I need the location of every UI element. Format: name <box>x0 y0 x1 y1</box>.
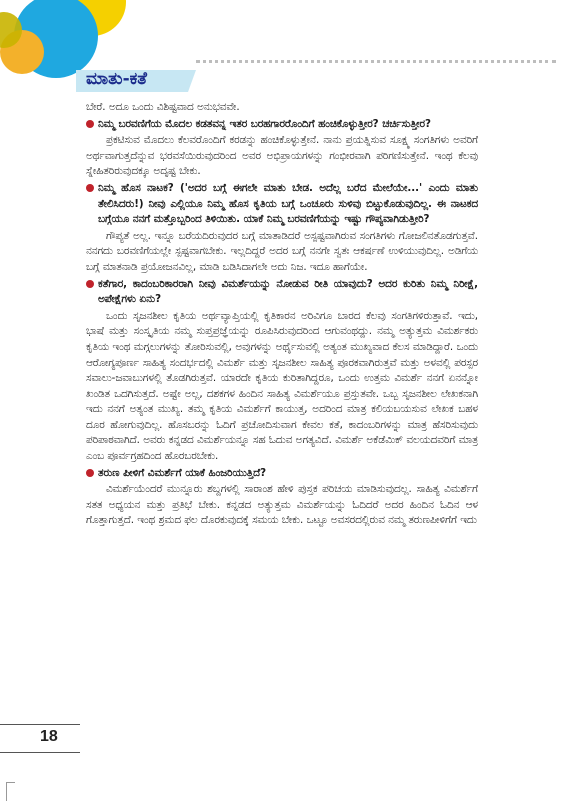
answer-paragraph: ಗೌಪ್ಯತೆ ಅಲ್ಲ. ಇನ್ನೂ ಬರೆಯದಿರುವುದರ ಬಗ್ಗೆ ಮಾತಾಡಿದರೆ ಅಸ್ಪಷ್ಟವಾಗಿರುವ ಸಂಗತಿಗಳು ಗೋಜಲಿನತೊಡಗುತ್ತವೆ. ನನಗದು ಬರವಣಿಗೆಯಲ್ಲೇ ಸ್ಪಷ್ಟವಾಗಬೇಕು. ಇಲ್ಲದಿದ್ದರೆ ಅದರ ಬಗ್ಗೆ ನನಗೇ ಸ್ವತಃ ಆಕರ್ಷಣೆ ಉಳಿಯುವುದಿಲ್ಲ. ಅಡಿಗೆಯ ಬಗ್ಗೆ ಮಾತನಾಡಿ ಪ್ರಯೋಜನವಿಲ್ಲ, ಮಾಡಿ ಬಡಿಸಿದಾಗಲೇ ಅದು ನಿಜ. ಇದೂ ಹಾಗೆಯೇ. <box>86 229 478 273</box>
interview-question <box>98 277 478 308</box>
question-text: ನಿಮ್ಮ ಬರವಣಿಗೆಯ ಮೊದಲ ಕಡತವನ್ನ ಇತರ ಬರಹಗಾರರೊಂದಿಗೆ ಹಂಚಿಕೊಳ್ಳುತ್ತೀರ? ಚರ್ಚಿಸುತ್ತೀರ? <box>98 117 431 130</box>
crop-mark <box>6 782 15 801</box>
question-text: ತರುಣ ಪೀಳಿಗೆ ವಿಮರ್ಶೆಗೆ ಯಾಕೆ ಹಿಂಜರಿಯುತ್ತಿದೆ? <box>98 466 267 479</box>
interview-question <box>98 117 478 133</box>
bullet-icon <box>86 120 94 128</box>
interview-question <box>98 181 478 228</box>
answer-paragraph: ಒಂದು ಸೃಜನಶೀಲ ಕೃತಿಯ ಅರ್ಥವ್ಯಾಪ್ತಿಯಲ್ಲಿ ಕೃತಿಕಾರನ ಅರಿವಿಗೂ ಬಾರದ ಕೆಲವು ಸಂಗತಿಗಳಿರುತ್ತಾವೆ. ಇದು, ಭಾಷೆ ಮತ್ತು ಸಂಸ್ಕೃತಿಯ ನಮ್ಮ ಸುಪ್ತಪ್ರಜ್ಞೆಯನ್ನು ರೂಪಿಸಿರುವುದರಿಂದ ಆಗುವಂಥದ್ದು. ನಮ್ಮ ಅತ್ಯುತ್ತಮ ವಿಮರ್ಶಕರು ಕೃತಿಯ ಇಂಥ ಮಗ್ಗಲುಗಳನ್ನು ತೋರಿಸುವಲ್ಲಿ, ಅವುಗಳನ್ನು ಅರ್ಥೈಸುವಲ್ಲಿ ಅತ್ಯಂತ ಮುಖ್ಯವಾದ ಕೆಲಸ ಮಾಡಿದ್ದಾರೆ. ಒಂದು ಆರೋಗ್ಯಪೂರ್ಣ ಸಾಹಿತ್ಯ ಸಂದರ್ಭದಲ್ಲಿ ವಿಮರ್ಶೆ ಮತ್ತು ಸೃಜನಶೀಲ ಸಾಹಿತ್ಯ ಪೂರಕವಾಗಿರುತ್ತವೆ ಮತ್ತು ಅಳವಲ್ಲಿ ಪರಸ್ಪರ ಸವಾಲು-ಜವಾಬುಗಳಲ್ಲಿ ತೊಡಗಿರುತ್ತವೆ. ಯಾರದೇ ಕೃತಿಯ ಕುರಿತಾಗಿದ್ದರೂ, ಒಂದು ಉತ್ತಮ ವಿಮರ್ಶೆ ನನಗೆ ಏನನ್ನೋ ಖಂಡಿತ ಒದಗಿಸುತ್ತದೆ. ಅಷ್ಟೇ ಅಲ್ಲ, ದಶಕಗಳ ಹಿಂದಿನ ಸಾಹಿತ್ಯ ವಿಮರ್ಶೆಯೂ ಪ್ರಸ್ತುತವೇ. ಒಬ್ಬ ಸೃಜನಶೀಲ ಲೇಖಕನಾಗಿ ಇದು ನನಗೆ ಅತ್ಯಂತ ಮುಖ್ಯ. ತಮ್ಮ ಕೃತಿಯ ವಿಮರ್ಶೆಗೆ ಕಾಯುತ್ತ, ಅದರಿಂದ ಮಾತ್ರ ಕಲಿಯಬಯಸುವ ಲೇಖಕ ಬಹಳ ದೂರ ಹೋಗುವುದಿಲ್ಲ. ಹೊಸಬರನ್ನು ಓದಿಗೆ ಪ್ರಚೋದಿಸುವಾಗ ಕೇವಲ ಕತೆ, ಕಾದಂಬರಿಗಳನ್ನು ಮಾತ್ರ ಹೆಸರಿಸುವುದು ಪರಿಪಾಠವಾಗಿದೆ. ಅವರು ಕನ್ನಡದ ವಿಮರ್ಶೆಯನ್ನೂ ಸಹ ಓದುವ ಅಗತ್ಯವಿದೆ. ವಿಮರ್ಶೆ ಅಕೆಡೆಮಿಕ್ ವಲಯದವರಿಗೆ ಮಾತ್ರ ಎಂಬ ಪೂರ್ವಗ್ರಹದಿಂದ ಹೊರಬರಬೇಕು. <box>86 309 478 463</box>
question-text: ಕತೆಗಾರ, ಕಾದಂಬರಿಕಾರರಾಗಿ ನೀವು ವಿಮರ್ಶೆಯನ್ನು ನೋಡುವ ರೀತಿ ಯಾವುದು? ಅದರ ಕುರಿತು ನಿಮ್ಮ ನಿರೀಕ್ಷೆ, ಅಪೇಕ್ಷೆಗಳು ಏನು? <box>98 277 478 306</box>
section-title-bar <box>0 66 562 94</box>
article-body <box>86 100 478 530</box>
bullet-icon <box>86 184 94 192</box>
page-number: 18 <box>40 728 58 745</box>
bullet-icon <box>86 280 94 288</box>
question-text: ನಿಮ್ಮ ಹೊಸ ನಾಟಕ? ('ಅದರ ಬಗ್ಗೆ ಈಗಲೇ ಮಾತು ಬೇಡ. ಅದೆಲ್ಲ ಬರೆದ ಮೇಲೆಯೇ...' ಎಂದು ಮಾತು ತೇಲಿಸಿದರು!) ನೀವು ಎಲ್ಲಿಯೂ ನಿಮ್ಮ ಹೊಸ ಕೃತಿಯ ಬಗ್ಗೆ ಒಂಚೂರು ಸುಳಿವು ಬಿಟ್ಟುಕೊಡುವುದಿಲ್ಲ. ಈ ನಾಟಕದ ಬಗ್ಗೆಯೂ ನನಗೆ ಮತ್ತೊಬ್ಬರಿಂದ ತಿಳಿಯಿತು. ಯಾಕೆ ನಿಮ್ಮ ಬರವಣಿಗೆಯನ್ನು ಇಷ್ಟು ಗೌಪ್ಯವಾಗಿಡುತ್ತೀರಿ? <box>98 181 478 226</box>
answer-paragraph: ಬೇರೆ. ಅದೂ ಒಂದು ವಿಶಿಷ್ಟವಾದ ಅನುಭವವೇ. <box>86 101 240 113</box>
page-number-rule-bottom <box>0 752 80 753</box>
section-title: ಮಾತು-ಕತೆ <box>86 69 147 89</box>
bullet-icon <box>86 469 94 477</box>
answer-paragraph: ವಿಮರ್ಶೆಯೆಂದರೆ ಮುನ್ನೂರು ಶಬ್ದಗಳಲ್ಲಿ ಸಾರಾಂಶ ಹೇಳಿ ಪುಸ್ತಕ ಪರಿಚಯ ಮಾಡಿಸುವುದಲ್ಲ. ಸಾಹಿತ್ಯ ವಿಮರ್ಶೆಗೆ ಸತತ ಅಧ್ಯಯನ ಮತ್ತು ಪ್ರತಿಭೆ ಬೇಕು. ಕನ್ನಡದ ಅತ್ಯುತ್ತಮ ವಿಮರ್ಶೆಯನ್ನು ಓದಿದರೆ ಅದರ ಹಿಂದಿನ ಓದಿನ ಆಳ ಗೊತ್ತಾಗುತ್ತದೆ. ಇಂಥ ಶ್ರಮದ ಫಲ ದೊರಕುವುದಕ್ಕೆ ಸಮಯ ಬೇಕು. ಒಟ್ಟೂ ಅವಸರದಲ್ಲಿರುವ ನಮ್ಮ ತರುಣಪೀಳಿಗೆಗೆ ಇದು <box>86 483 478 527</box>
interview-question <box>98 466 478 482</box>
page-number-rule-top <box>0 724 80 725</box>
answer-paragraph: ಪ್ರಕಟಿಸುವ ಮೊದಲು ಕೆಲವರೊಂದಿಗೆ ಕರಡನ್ನು ಹಂಚಿಕೊಳ್ಳುತ್ತೇನೆ. ನಾನು ಪ್ರಯತ್ನಿಸುವ ಸೂಕ್ಷ್ಮ ಸಂಗತಿಗಳು ಅವರಿಗೆ ಅರ್ಥವಾಗುತ್ತದೆನ್ನುವ ಭರವಸೆಯಿರುವುದರಿಂದ ಅವರ ಅಭಿಪ್ರಾಯಗಳನ್ನು ಗಂಭೀರವಾಗಿ ಪರಿಗಣಿಸುತ್ತೇನೆ. ಇಂಥ ಕೆಲವು ಸ್ನೇಹಿತರಿರುವುದಕ್ಕೂ ಅದೃಷ್ಟ ಬೇಕು. <box>86 134 478 178</box>
